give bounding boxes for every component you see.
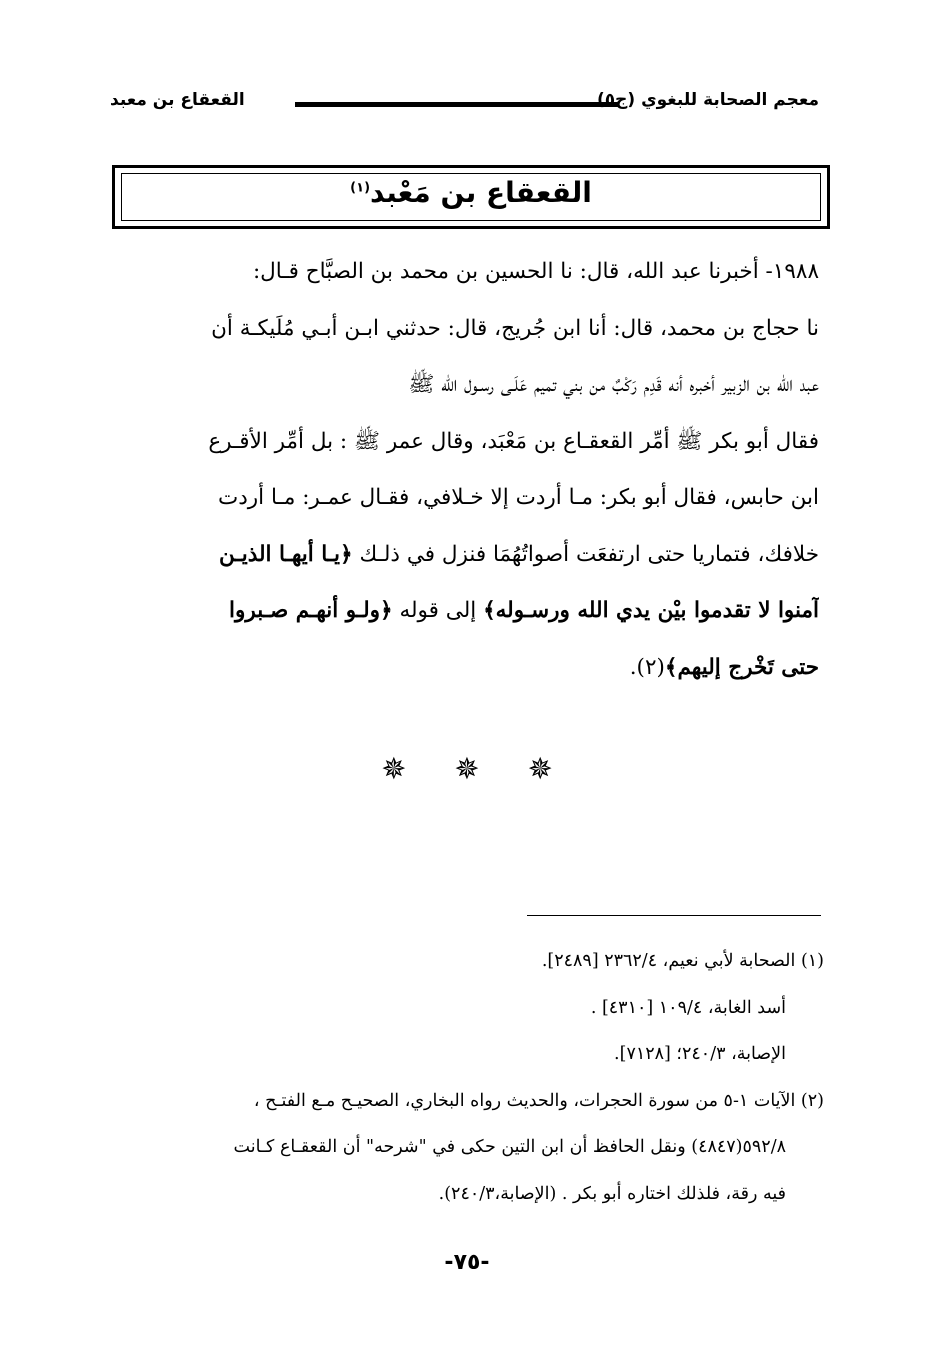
footnote-line: (٢) الآيات ١-٥ من سورة الحجرات، والحديث رواه البخاري، الصحيـح مـع الفتـح ، [253,1090,824,1111]
entry-title-footnote-ref: (١) [350,180,371,196]
footnote-line: أسد الغابة، ١٠٩/٤ [٤٣١٠] . [590,997,786,1018]
entry-title-text: القعقاع بن مَعْبد [370,176,592,209]
body-line [117,244,819,301]
body-line [117,357,819,414]
body-text-segment: نا حجاج بن محمد، قال: أنا ابن جُريج، قال: حدثني ابـن أبـي مُلَيكـة أن [211,315,819,341]
footnotes [112,938,824,1217]
star-ornament-icon: ✵ [527,752,553,787]
entry-body [117,244,819,696]
body-text-segment: (٢). [629,654,665,680]
body-line [117,301,819,358]
quran-quote-text: ﴿ولـو أنهـم صـبروا [228,598,393,623]
running-header [110,90,819,120]
footnote-separator [527,915,821,916]
body-text-segment: ١٩٨٨- أخبرنا عبد الله، قال: نا الحسين بن محمد بن الصبَّاح قـال: [252,259,819,284]
body-line [117,527,819,584]
header-rule [295,102,619,107]
quran-quote-text: حتى تَخْرج إليهم﴾ [664,654,819,680]
body-text-segment: إلى قوله [392,598,484,623]
book-title: معجم الصحابة للبغوي (ج٥) [596,90,819,110]
body-text-segment: ابن حابس، فقال أبو بكر: مـا أردت إلا خـلافي، فقـال عمـر: مـا أردت [217,485,819,510]
chapter-title: القعقاع بن معبد [110,90,245,110]
page-number: -٧٥- [444,1250,490,1275]
body-text-segment: عبد الله بن الزبير أخبره أنه قَدِم رَكْبٌ من بني تميم عَلَـى رسـول الله ﷺ [408,372,819,397]
section-divider-ornaments [0,752,934,788]
footnote-line: ٥٩٢/٨(٤٨٤٧) ونقل الحافظ أن ابن التين حكى في "شرحه" أن القعقـاع كـانت [233,1137,786,1157]
quran-quote-text: آمنوا لا تقدموا بيْن يدي الله ورسـوله﴾ [483,598,819,623]
body-line [117,470,819,527]
footnote-line: فيه رقة، فلذلك اختاره أبو بكر . (الإصابة،٢٤٠/٣). [438,1183,786,1204]
entry-title [115,176,827,209]
quran-quote-text: ﴿يـا أيهـا الذيـن [219,541,353,567]
entry-title-box [112,165,830,229]
body-line [117,583,819,640]
footnote-line: الإصابة، ٢٤٠/٣؛ [٧١٢٨]. [614,1044,786,1064]
footnote-line: (١) الصحابة لأبي نعيم، ٢٣٦٢/٤ [٢٤٨٩]. [541,951,824,971]
body-text-segment: خلافك، فتماريا حتى ارتفعَت أصواتُهُمَا فنزل في ذلـك [352,541,819,567]
body-text-segment: فقال أبو بكر ﷺ أمِّر القعقـاع بن مَعْبَد، وقال عمر ﷺ : بل أمِّر الأقـرع [208,428,819,454]
body-line [117,414,819,471]
star-ornament-icon: ✵ [454,752,480,787]
body-line [117,640,819,697]
star-ornament-icon: ✵ [381,752,407,787]
